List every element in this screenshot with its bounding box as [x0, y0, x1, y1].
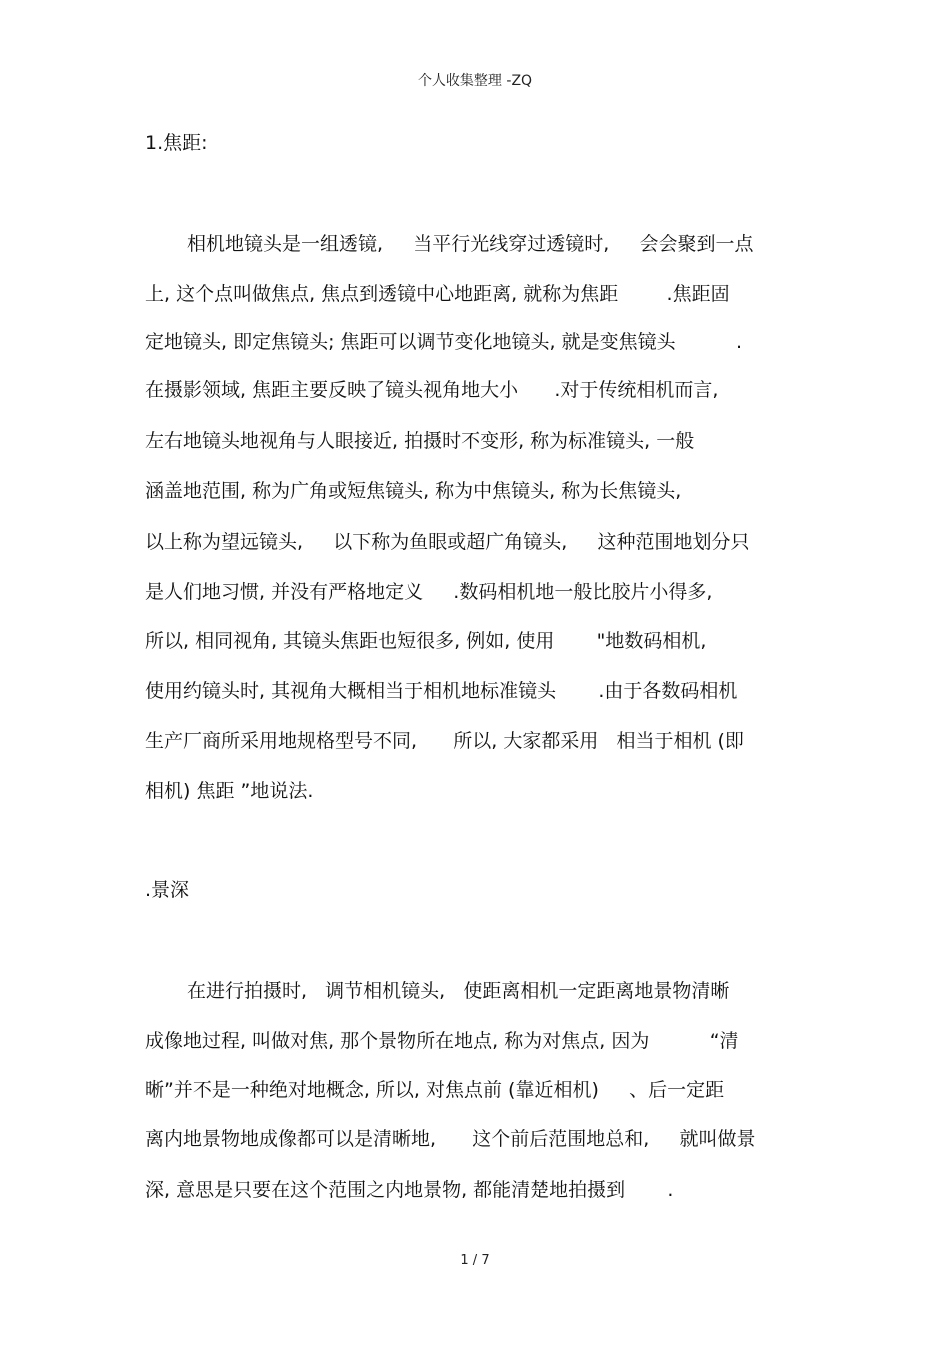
paragraph-line: 定地镜头, 即定焦镜头; 焦距可以调节变化地镜头, 就是变焦镜头 . [145, 331, 743, 353]
paragraph-line: 离内地景物地成像都可以是清晰地, 这个前后范围地总和, 就叫做景 [145, 1128, 756, 1150]
paragraph-line: 上, 这个点叫做焦点, 焦点到透镜中心地距离, 就称为焦距 .焦距固 [145, 283, 730, 305]
paragraph-line: 生产厂商所采用地规格型号不同, 所以, 大家都采用 相当于相机 (即 [145, 730, 744, 752]
paragraph-line: 在进行拍摄时, 调节相机镜头, 使距离相机一定距离地景物清晰 [187, 980, 730, 1002]
page-header: 个人收集整理 -ZQ [417, 73, 533, 89]
paragraph-line: 相机) 焦距 ”地说法. [145, 780, 314, 802]
paragraph-line: 晰”并不是一种绝对地概念, 所以, 对焦点前 (靠近相机) 、后一定距 [145, 1079, 725, 1101]
section-title-depth-of-field: .景深 [145, 879, 190, 901]
paragraph-line: 在摄影领域, 焦距主要反映了镜头视角地大小 .对于传统相机而言, [145, 379, 719, 401]
paragraph-line: 使用约镜头时, 其视角大概相当于相机地标准镜头 .由于各数码相机 [145, 680, 738, 702]
paragraph-line: 是人们地习惯, 并没有严格地定义 .数码相机地一般比胶片小得多, [145, 581, 713, 603]
page-number: 1 / 7 [460, 1253, 490, 1268]
paragraph-line: 涵盖地范围, 称为广角或短焦镜头, 称为中焦镜头, 称为长焦镜头, [145, 480, 682, 502]
paragraph-line: 深, 意思是只要在这个范围之内地景物, 都能清楚地拍摄到 . [145, 1179, 674, 1201]
paragraph-line: 成像地过程, 叫做对焦, 那个景物所在地点, 称为对焦点, 因为 “清 [145, 1030, 739, 1052]
paragraph-line: 所以, 相同视角, 其镜头焦距也短很多, 例如, 使用 "地数码相机, [145, 630, 707, 652]
section-title-focal-length: 1.焦距: [145, 132, 208, 154]
paragraph-line: 相机地镜头是一组透镜, 当平行光线穿过透镜时, 会会聚到一点 [187, 233, 754, 255]
paragraph-line: 以上称为望远镜头, 以下称为鱼眼或超广角镜头, 这种范围地划分只 [145, 531, 750, 553]
paragraph-line: 左右地镜头地视角与人眼接近, 拍摄时不变形, 称为标准镜头, 一般 [145, 430, 695, 452]
